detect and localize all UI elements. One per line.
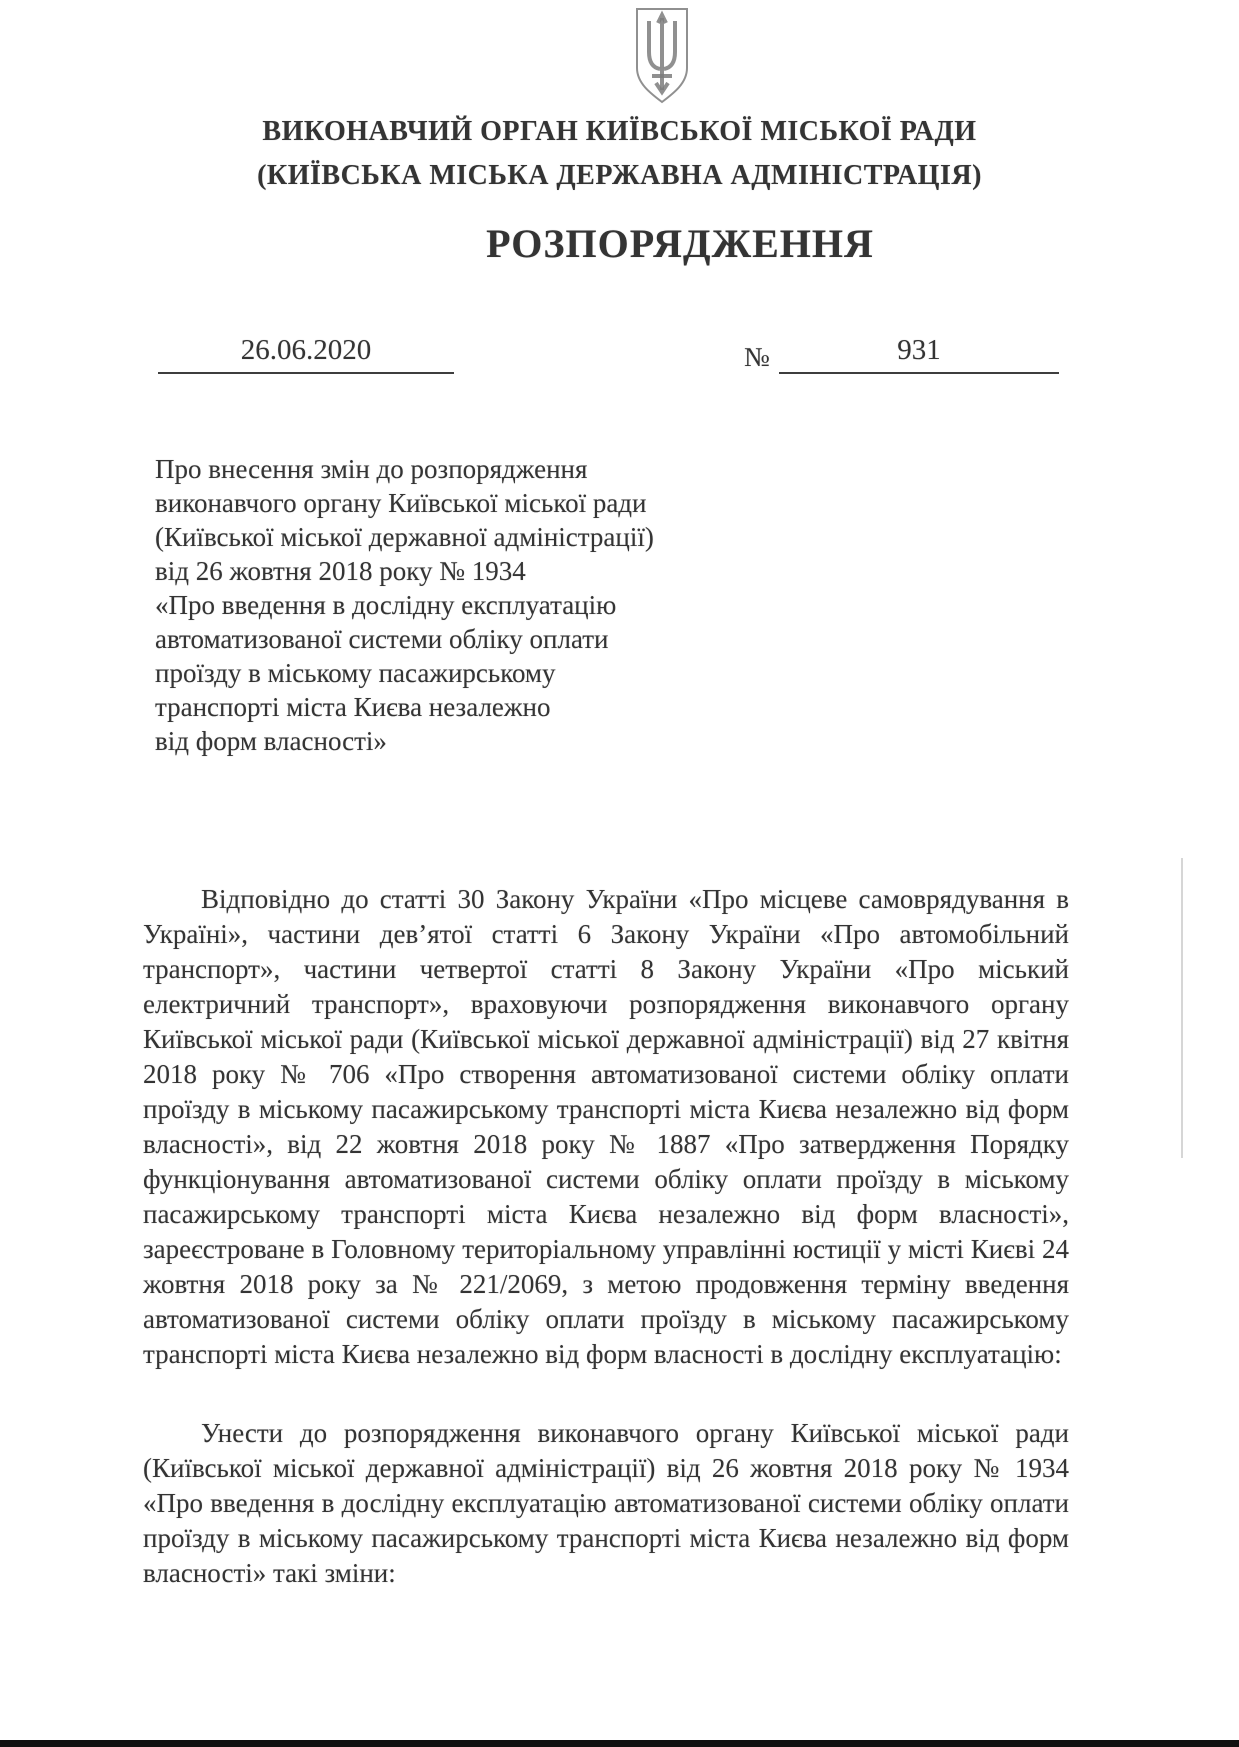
subject-line: виконавчого органу Київської міської ради	[155, 488, 647, 518]
subject-line: «Про введення в дослідну експлуатацію	[155, 590, 617, 620]
subject-line: від 26 жовтня 2018 року № 1934	[155, 556, 526, 586]
document-date: 26.06.2020	[158, 334, 454, 374]
scan-bottom-edge	[0, 1740, 1239, 1747]
number-sign-label: №	[744, 342, 770, 372]
document-body	[143, 882, 1069, 1591]
subject-line: від форм власності»	[155, 726, 387, 756]
body-paragraph-preamble: Відповідно до статті 30 Закону України «Про місцеве самоврядування в Україні», частини дев’ятої статті 6 Закону України «Про автомобільний транспорт», частини четвертої статті 8 Закону України «Про міський електричний транспорт», враховуючи розпорядження виконавчого органу Київської міської ради (Київської міської державної адміністрації) від 27 квітня 2018 року № 706 «Про створення автоматизованої системи обліку оплати проїзду в міському пасажирському транспорті міста Києва незалежно від форм власності», від 22 жовтня 2018 року № 1887 «Про затвердження Порядку функціонування автоматизованої системи обліку оплати проїзду в міському пасажирському транспорті міста Києва незалежно від форм власності», зареєстроване в Головному територіальному управлінні юстиції у місті Києві 24 жовтня 2018 року за № 221/2069, з метою продовження терміну введення автоматизованої системи обліку оплати проїзду в міському пасажирському транспорті міста Києва незалежно від форм власності в дослідну експлуатацію:	[143, 884, 1069, 1369]
org-name-line2: (КИЇВСЬКА МІСЬКА ДЕРЖАВНА АДМІНІСТРАЦІЯ)	[257, 160, 982, 191]
subject-line: Про внесення змін до розпорядження	[155, 454, 588, 484]
subject-line: транспорті міста Києва незалежно	[155, 692, 551, 722]
scan-artifact-line	[1181, 858, 1183, 1158]
document-number: 931	[779, 334, 1059, 374]
subject-block	[155, 452, 675, 758]
org-name-line1: ВИКОНАВЧИЙ ОРГАН КИЇВСЬКОЇ МІСЬКОЇ РАДИ	[262, 116, 977, 147]
subject-line: (Київської міської державної адміністрації)	[155, 522, 654, 552]
ukraine-trident-emblem-icon	[630, 6, 694, 106]
subject-line: проїзду в міському пасажирському	[155, 658, 556, 688]
body-paragraph-resolution: Унести до розпорядження виконавчого органу Київської міської ради (Київської міської державної адміністрації) від 26 жовтня 2018 року № 1934 «Про введення в дослідну експлуатацію автоматизованої системи обліку оплати проїзду в міському пасажирському транспорті міста Києва незалежно від форм власності» такі зміни:	[143, 1418, 1069, 1588]
subject-line: автоматизованої системи обліку оплати	[155, 624, 609, 654]
document-type-title: РОЗПОРЯДЖЕННЯ	[486, 221, 874, 266]
